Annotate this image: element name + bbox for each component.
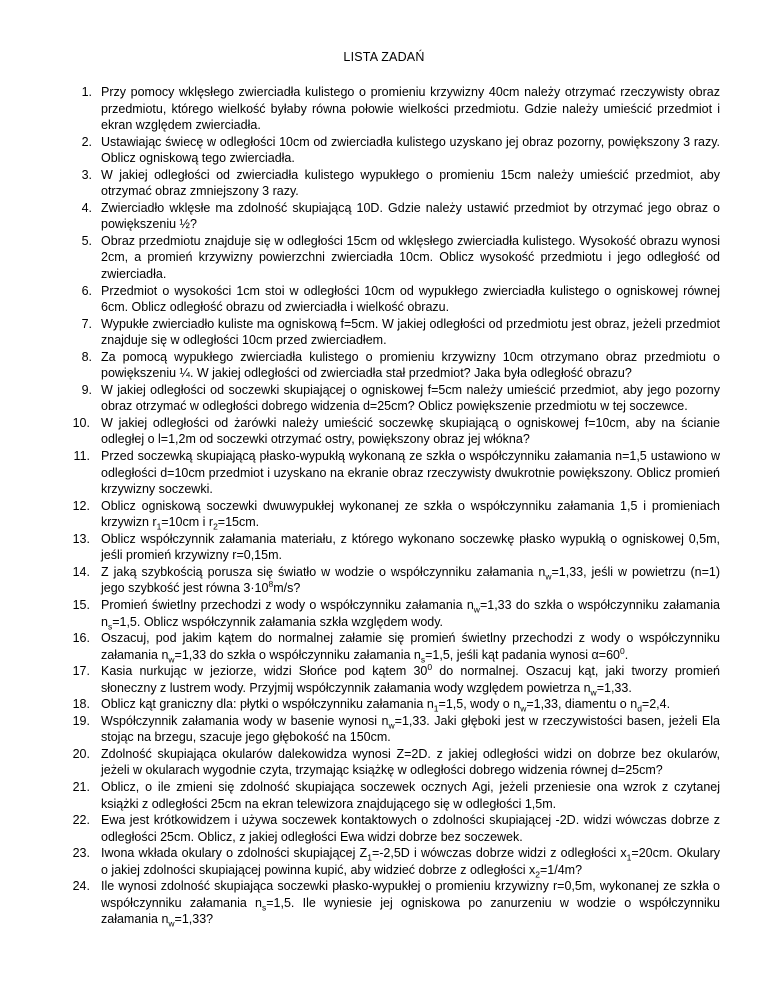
list-item (72, 233, 720, 283)
task-text (101, 697, 671, 714)
task-text: Wypukłe zwierciadło kuliste ma ogniskową f=5cm. W jakiej odległości od przedmiotu jest obraz, jeżeli przedmiot znajduje się w odległości 10cm przed zwierciadłem. (101, 316, 720, 348)
text-segment: =1,5, wody o n (438, 697, 521, 712)
task-number: 6. (81, 283, 92, 298)
superscript: 8 (268, 579, 274, 590)
text-segment: Ile wynosi zdolność skupiająca soczewki płasko-wypukłej o promieniu krzywizny r=0,5m, wykonanej ze szkła o współczynniku załamania n (101, 879, 720, 910)
text-segment: Współczynnik załamania wody w basenie wynosi n (101, 713, 389, 728)
text-segment: . (624, 647, 629, 662)
subscript: s (107, 621, 113, 631)
task-text (101, 598, 720, 629)
task-text (101, 846, 720, 880)
list-item (72, 448, 720, 498)
text-segment: do normalnej. Oszacuj kąt, jaki tworzy promień słoneczny z lustrem wody. Przyjmij współczynnik załamania wody względem powietrza n (101, 664, 720, 695)
subscript: 1 (367, 852, 372, 863)
text-segment: =2,4. (641, 697, 671, 712)
text-segment: Iwona wkłada okulary o zdolności skupiającej Z (101, 846, 368, 861)
text-segment: =1,33, diamentu o n (526, 697, 638, 712)
task-number: 4. (81, 200, 92, 215)
subscript: 1 (433, 703, 439, 714)
subscript: w (388, 720, 395, 731)
text-segment: Oblicz ogniskową soczewki dwuwypukłej wykonanej ze szkła o współczynniku załamania 1,5 i promieniach krzywizn r (101, 498, 720, 530)
text-segment: =1,5, jeśli kąt padania wynosi α=60 (425, 647, 620, 662)
task-text (101, 565, 720, 596)
subscript: 2 (535, 869, 540, 880)
list-item (72, 134, 720, 167)
list-item (72, 200, 720, 233)
text-segment: =1/4m? (540, 862, 583, 877)
task-text (101, 714, 720, 745)
list-item (72, 812, 720, 845)
task-text: W jakiej odległości od soczewki skupiającej o ogniskowej f=5cm należy umieścić przedmiot, aby jego pozorny obraz otrzymać w odległości dobrego widzenia d=25cm? Oblicz powiększenie przedmiotu w tej soczewce. (101, 382, 720, 414)
list-item (72, 415, 720, 448)
list-item (72, 696, 720, 713)
text-segment: =10cm i r (161, 515, 214, 530)
list-item (72, 167, 720, 200)
task-text: Ewa jest krótkowidzem i używa soczewek kontaktowych o zdolności skupiającej -2D. widzi wówczas dobrze z odległości 25cm. Oblicz, z jakiej odległości Ewa widzi dobrze bez soczewek. (101, 813, 720, 844)
task-number: 22. (72, 813, 90, 828)
list-item (72, 564, 720, 597)
task-text: Przed soczewką skupiającą płasko-wypukłą wykonaną ze szkła o współczynniku załamania n=1,5 ustawiono w odległości d=10cm przedmiot i uzyskano na ekranie obraz rzeczywisty dwukrotnie powiększony. Oblicz promień krzywizny soczewki. (101, 449, 720, 497)
text-segment: Promień świetlny przechodzi z wody o współczynniku załamania n (101, 597, 474, 612)
text-segment: =1,33 do szkła o współczynniku załamania n (101, 597, 720, 629)
text-segment: =1,33, jeśli w powietrzu (n=1) jego szybkość jest równa 3·10 (101, 564, 720, 596)
task-number: 15. (72, 597, 90, 612)
subscript: 2 (213, 521, 218, 532)
text-segment: =1,5. Oblicz współczynnik załamania szkła względem wody. (112, 614, 444, 629)
task-number: 12. (72, 498, 90, 513)
task-number: 9. (81, 382, 92, 397)
list-item (72, 713, 720, 746)
text-segment: Kasia nurkując w jeziorze, widzi Słońce pod kątem 30 (101, 664, 428, 679)
task-text (101, 499, 720, 530)
task-number: 14. (72, 564, 90, 579)
subscript: w (168, 918, 175, 929)
text-segment: =1,33? (174, 912, 214, 927)
text-segment: =1,33 do szkła o współczynniku załamania n (174, 647, 421, 662)
list-item (72, 84, 720, 134)
subscript: d (637, 703, 642, 714)
task-number: 10. (72, 415, 90, 430)
list-item (72, 283, 720, 316)
task-text (101, 879, 721, 929)
text-segment: =-2,5D i wówczas dobrze widzi z odległości x (371, 846, 627, 861)
text-segment: =1,33. Jaki głęboki jest w rzeczywistości basen, jeżeli Ela stojąc na brzegu, szacuje jego głębokość na 150cm. (101, 713, 720, 745)
task-text: Oblicz współczynnik załamania materiału, z którego wykonano soczewkę płasko wypukłą o ogniskowej 0,5m, jeśli promień krzywizny r=0,15m. (101, 531, 720, 563)
list-item (72, 663, 720, 696)
list-item (72, 498, 720, 531)
list-item (72, 746, 720, 779)
task-number: 11. (73, 449, 90, 464)
task-text: Przy pomocy wklęsłego zwierciadła kulistego o promieniu krzywizny 40cm należy otrzymać rzeczywisty obraz przedmiotu, którego wielkość byłaby równa połowie wielkości przedmiotu. Gdzie należy umieścić przedmiot i ekran względem zwierciadła. (101, 85, 720, 133)
subscript: w (168, 654, 175, 665)
task-list (72, 84, 720, 928)
list-item (72, 630, 720, 663)
task-number: 18. (72, 697, 90, 712)
text-segment: Oszacuj, pod jakim kątem do normalnej załamie się promień świetlny przechodzi z wody o współczynniku załamania n (101, 631, 720, 662)
text-segment: =15cm. (217, 515, 260, 530)
subscript: w (473, 604, 480, 615)
task-number: 23. (72, 846, 90, 861)
task-text: W jakiej odległości od zwierciadła kulistego wypukłego o promieniu 15cm należy umieścić przedmiot, aby otrzymać obraz zmniejszony 3 razy. (101, 167, 720, 199)
task-number: 19. (72, 713, 90, 728)
superscript: 0 (427, 661, 433, 672)
task-text: W jakiej odległości od żarówki należy umieścić soczewkę skupiającą o ogniskowej f=10cm, aby na ścianie odległej o l=1,2m od soczewki otrzymać ostry, powiększony obraz jej włókna? (101, 415, 720, 447)
text-segment: =1,5. Ile wyniesie jej ogniskowa po zanurzeniu w wodzie o współczynniku załamania n (101, 895, 721, 927)
task-text: Ustawiając świecę w odległości 10cm od zwierciadła kulistego uzyskano jej obraz pozorny, powiększony 3 razy. Oblicz ogniskową tego zwierciadła. (101, 134, 720, 166)
text-segment: Z jaką szybkością porusza się światło w wodzie o współczynniku załamania n (101, 564, 546, 579)
task-number: 2. (81, 134, 92, 149)
subscript: w (520, 703, 527, 714)
task-text (101, 631, 720, 665)
text-segment: =1,33. (596, 680, 632, 695)
task-text (101, 661, 720, 698)
text-segment: m/s? (273, 581, 301, 596)
task-text: Zdolność skupiająca okularów dalekowidza wynosi Z=2D. z jakiej odległości widzi on dobrze bez okularów, jeżeli w okularach wygodnie czyta, trzymając książkę w odległości dobrego widzenia równej d=25cm? (101, 746, 720, 778)
subscript: s (420, 654, 426, 665)
subscript: w (545, 571, 552, 582)
subscript: w (590, 687, 597, 698)
subscript: 1 (626, 852, 632, 863)
text-segment: Oblicz kąt graniczny dla: płytki o współczynniku załamania n (101, 697, 434, 712)
task-number: 16. (72, 631, 90, 646)
list-item (72, 382, 720, 415)
task-number: 24. (72, 879, 90, 894)
task-number: 8. (81, 349, 92, 364)
list-item (72, 531, 720, 564)
task-number: 5. (81, 233, 92, 248)
list-item (72, 779, 720, 812)
task-number: 7. (81, 316, 92, 331)
text-segment: =20cm. Okulary o jakiej zdolności skupiającej powinna kupić, aby widzieć dobrze z odległości x (101, 846, 720, 877)
task-text: Przedmiot o wysokości 1cm stoi w odległości 10cm od wypukłego zwierciadła kulistego o ogniskowej równej 6cm. Oblicz odległość obrazu od zwierciadła i wielkość obrazu. (101, 283, 720, 315)
superscript: 0 (619, 645, 625, 656)
list-item (72, 597, 720, 630)
task-number: 1. (81, 85, 92, 99)
task-text: Zwierciadło wklęsłe ma zdolność skupiającą 10D. Gdzie należy ustawić przedmiot by otrzymać jego obraz o powiększeniu ½? (101, 200, 720, 232)
subscript: s (262, 902, 267, 913)
task-number: 20. (72, 746, 90, 761)
task-number: 3. (81, 167, 92, 182)
task-number: 17. (72, 664, 90, 679)
list-item (72, 845, 720, 878)
list-item (72, 316, 720, 349)
task-text: Oblicz, o ile zmieni się zdolność skupiająca soczewek ocznych Agi, jeżeli przeniesie ona wzrok z czytanej książki z odległości 25cm na ekran telewizora znajdującego się w odległości 1,5m. (101, 779, 720, 811)
task-text: Za pomocą wypukłego zwierciadła kulistego o promieniu krzywizny 10cm otrzymano obraz przedmiotu o powiększeniu ¼. W jakiej odległości od zwierciadła stał przedmiot? Jaka była odległość obrazu? (101, 349, 720, 381)
list-item (72, 878, 720, 928)
task-number: 21. (72, 779, 90, 794)
page-title: LISTA ZADAŃ (343, 50, 425, 64)
subscript: 1 (156, 521, 162, 532)
list-item (72, 349, 720, 382)
task-text: Obraz przedmiotu znajduje się w odległości 15cm od wklęsłego zwierciadła kulistego. Wysokość obrazu wynosi 2cm, a promień krzywizny powierzchni zwierciadła 10cm. Oblicz wysokość przedmiotu i jego odległość od zwierciadła. (101, 233, 720, 282)
task-number: 13. (72, 531, 90, 546)
